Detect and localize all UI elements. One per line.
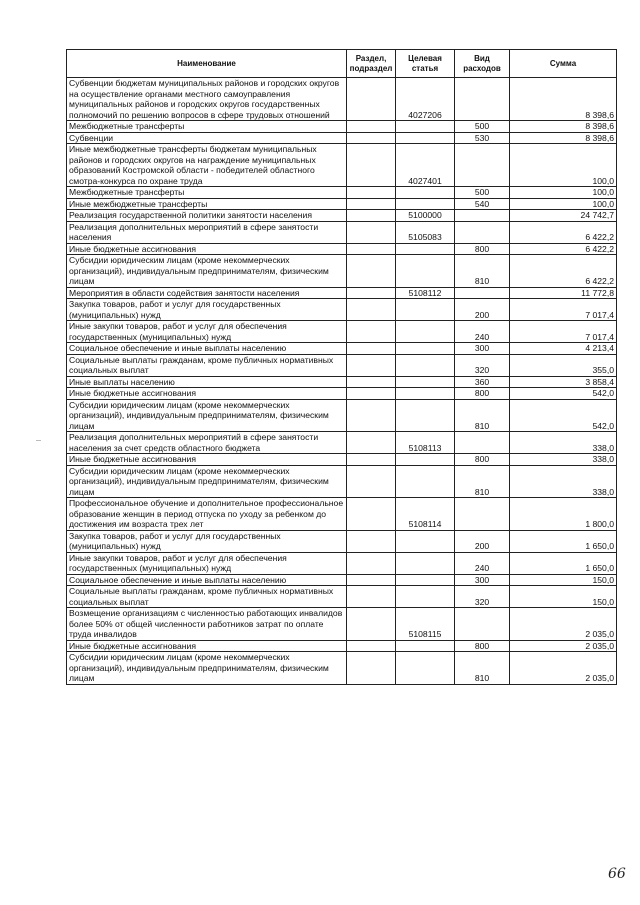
table-row: [67, 574, 617, 586]
row-article-cell: 4027206: [396, 78, 455, 121]
row-expense-cell: 810: [455, 465, 510, 498]
table-row: [67, 552, 617, 574]
table-row: [67, 586, 617, 608]
table-row: [67, 255, 617, 288]
row-expense-cell: 200: [455, 530, 510, 552]
row-section-cell: [347, 343, 396, 355]
row-article-cell: 5108112: [396, 287, 455, 299]
row-expense-cell: [455, 608, 510, 641]
row-section-cell: [347, 608, 396, 641]
row-sum-cell: 100,0: [510, 144, 617, 187]
row-expense-cell: [455, 498, 510, 531]
row-article-cell: [396, 574, 455, 586]
row-expense-cell: 240: [455, 321, 510, 343]
row-sum-cell: 8 398,6: [510, 78, 617, 121]
row-sum-cell: 542,0: [510, 388, 617, 400]
row-section-cell: [347, 586, 396, 608]
row-expense-cell: 530: [455, 132, 510, 144]
row-section-cell: [347, 376, 396, 388]
row-name-cell: Иные закупки товаров, работ и услуг для обеспечения государственных (муниципальных) нужд: [67, 321, 347, 343]
row-name-cell: Межбюджетные трансферты: [67, 187, 347, 199]
header-article: Целевая статья: [396, 50, 455, 78]
page-number: 66: [608, 866, 626, 882]
row-section-cell: [347, 243, 396, 255]
table-row: [67, 454, 617, 466]
row-name-cell: Реализация дополнительных мероприятий в сфере занятости населения: [67, 221, 347, 243]
table-row: [67, 388, 617, 400]
row-article-cell: [396, 187, 455, 199]
row-name-cell: Иные выплаты населению: [67, 376, 347, 388]
row-expense-cell: 240: [455, 552, 510, 574]
row-name-cell: Субвенции: [67, 132, 347, 144]
table-row: [67, 465, 617, 498]
row-article-cell: [396, 321, 455, 343]
row-name-cell: Социальное обеспечение и иные выплаты населению: [67, 343, 347, 355]
row-name-cell: Иные межбюджетные трансферты бюджетам муниципальных районов и городских округов на награждение муниципальных образований Костромской области - победителей областного смотра-конкурса по охране труда: [67, 144, 347, 187]
row-section-cell: [347, 198, 396, 210]
row-name-cell: Мероприятия в области содействия занятости населения: [67, 287, 347, 299]
row-expense-cell: 810: [455, 255, 510, 288]
table-header-row: [67, 50, 617, 78]
header-expense: Вид расходов: [455, 50, 510, 78]
table-row: [67, 198, 617, 210]
row-expense-cell: 800: [455, 454, 510, 466]
row-section-cell: [347, 287, 396, 299]
row-expense-cell: 500: [455, 121, 510, 133]
row-article-cell: [396, 132, 455, 144]
row-sum-cell: 6 422,2: [510, 243, 617, 255]
table-row: [67, 121, 617, 133]
row-section-cell: [347, 432, 396, 454]
row-expense-cell: 810: [455, 652, 510, 685]
row-sum-cell: 150,0: [510, 574, 617, 586]
row-sum-cell: 3 858,4: [510, 376, 617, 388]
table-row: [67, 299, 617, 321]
row-article-cell: [396, 198, 455, 210]
table-row: [67, 78, 617, 121]
row-section-cell: [347, 210, 396, 222]
row-expense-cell: 500: [455, 187, 510, 199]
row-section-cell: [347, 498, 396, 531]
row-sum-cell: 338,0: [510, 465, 617, 498]
row-article-cell: 5105083: [396, 221, 455, 243]
table-row: [67, 652, 617, 685]
row-sum-cell: 1 800,0: [510, 498, 617, 531]
row-name-cell: Социальные выплаты гражданам, кроме публичных нормативных социальных выплат: [67, 354, 347, 376]
row-sum-cell: 338,0: [510, 432, 617, 454]
row-expense-cell: 300: [455, 574, 510, 586]
row-section-cell: [347, 221, 396, 243]
table-row: [67, 498, 617, 531]
row-section-cell: [347, 640, 396, 652]
row-expense-cell: [455, 144, 510, 187]
table-row: [67, 530, 617, 552]
row-article-cell: [396, 343, 455, 355]
row-article-cell: 5108115: [396, 608, 455, 641]
table-row: [67, 321, 617, 343]
row-expense-cell: 320: [455, 354, 510, 376]
row-name-cell: Субсидии юридическим лицам (кроме некоммерческих организаций), индивидуальным предпринимателям, физическим лицам: [67, 652, 347, 685]
row-article-cell: [396, 640, 455, 652]
row-article-cell: [396, 388, 455, 400]
row-sum-cell: 11 772,8: [510, 287, 617, 299]
row-sum-cell: 100,0: [510, 187, 617, 199]
header-section: Раздел, подраздел: [347, 50, 396, 78]
header-name: Наименование: [67, 50, 347, 78]
row-name-cell: Субвенции бюджетам муниципальных районов и городских округов на осуществление органами местного самоуправления муниципальных районов и городских округов государственных полномочий по решению вопросов в сфере трудовых отношений: [67, 78, 347, 121]
row-name-cell: Иные бюджетные ассигнования: [67, 388, 347, 400]
row-expense-cell: 800: [455, 243, 510, 255]
table-row: [67, 608, 617, 641]
row-name-cell: Социальное обеспечение и иные выплаты населению: [67, 574, 347, 586]
row-section-cell: [347, 388, 396, 400]
row-article-cell: [396, 299, 455, 321]
row-expense-cell: [455, 287, 510, 299]
row-name-cell: Закупка товаров, работ и услуг для государственных (муниципальных) нужд: [67, 530, 347, 552]
row-expense-cell: [455, 221, 510, 243]
row-section-cell: [347, 454, 396, 466]
row-expense-cell: [455, 432, 510, 454]
table-row: [67, 399, 617, 432]
row-section-cell: [347, 552, 396, 574]
row-article-cell: [396, 552, 455, 574]
row-section-cell: [347, 299, 396, 321]
row-expense-cell: 810: [455, 399, 510, 432]
row-article-cell: [396, 243, 455, 255]
row-name-cell: Реализация государственной политики занятости населения: [67, 210, 347, 222]
header-sum: Сумма: [510, 50, 617, 78]
row-section-cell: [347, 132, 396, 144]
table-row: [67, 354, 617, 376]
row-sum-cell: 355,0: [510, 354, 617, 376]
row-article-cell: [396, 255, 455, 288]
row-article-cell: [396, 454, 455, 466]
row-sum-cell: 100,0: [510, 198, 617, 210]
row-sum-cell: 6 422,2: [510, 255, 617, 288]
row-sum-cell: 8 398,6: [510, 121, 617, 133]
row-article-cell: [396, 399, 455, 432]
row-expense-cell: [455, 78, 510, 121]
row-name-cell: Иные бюджетные ассигнования: [67, 243, 347, 255]
table-row: [67, 144, 617, 187]
row-section-cell: [347, 354, 396, 376]
row-name-cell: Социальные выплаты гражданам, кроме публичных нормативных социальных выплат: [67, 586, 347, 608]
row-expense-cell: 800: [455, 640, 510, 652]
row-article-cell: [396, 465, 455, 498]
table-row: [67, 210, 617, 222]
row-sum-cell: 24 742,7: [510, 210, 617, 222]
row-name-cell: Реализация дополнительных мероприятий в сфере занятости населения за счет средств областного бюджета: [67, 432, 347, 454]
row-name-cell: Субсидии юридическим лицам (кроме некоммерческих организаций), индивидуальным предпринимателям, физическим лицам: [67, 399, 347, 432]
row-expense-cell: 200: [455, 299, 510, 321]
row-sum-cell: 2 035,0: [510, 608, 617, 641]
row-expense-cell: 320: [455, 586, 510, 608]
row-expense-cell: 800: [455, 388, 510, 400]
row-section-cell: [347, 121, 396, 133]
row-article-cell: 5108114: [396, 498, 455, 531]
row-sum-cell: 1 650,0: [510, 530, 617, 552]
row-sum-cell: 338,0: [510, 454, 617, 466]
row-section-cell: [347, 652, 396, 685]
row-name-cell: Субсидии юридическим лицам (кроме некоммерческих организаций), индивидуальным предпринимателям, физическим лицам: [67, 255, 347, 288]
row-article-cell: [396, 376, 455, 388]
table-body: [67, 78, 617, 685]
row-sum-cell: 150,0: [510, 586, 617, 608]
row-expense-cell: 360: [455, 376, 510, 388]
table-row: [67, 432, 617, 454]
budget-table: [66, 49, 617, 685]
row-article-cell: [396, 354, 455, 376]
table-row: [67, 132, 617, 144]
row-sum-cell: 7 017,4: [510, 321, 617, 343]
table-row: [67, 187, 617, 199]
row-name-cell: Иные закупки товаров, работ и услуг для обеспечения государственных (муниципальных) нужд: [67, 552, 347, 574]
row-section-cell: [347, 321, 396, 343]
table-row: [67, 243, 617, 255]
row-sum-cell: 542,0: [510, 399, 617, 432]
row-sum-cell: 2 035,0: [510, 640, 617, 652]
row-expense-cell: [455, 210, 510, 222]
row-sum-cell: 7 017,4: [510, 299, 617, 321]
row-section-cell: [347, 78, 396, 121]
row-sum-cell: 1 650,0: [510, 552, 617, 574]
table-row: [67, 376, 617, 388]
row-name-cell: Иные межбюджетные трансферты: [67, 198, 347, 210]
row-article-cell: [396, 121, 455, 133]
row-section-cell: [347, 144, 396, 187]
row-article-cell: [396, 652, 455, 685]
row-article-cell: 5100000: [396, 210, 455, 222]
row-section-cell: [347, 255, 396, 288]
row-expense-cell: 540: [455, 198, 510, 210]
margin-mark: [36, 440, 41, 441]
row-article-cell: 5108113: [396, 432, 455, 454]
row-section-cell: [347, 399, 396, 432]
table-row: [67, 640, 617, 652]
row-expense-cell: 300: [455, 343, 510, 355]
row-section-cell: [347, 574, 396, 586]
row-article-cell: [396, 586, 455, 608]
row-name-cell: Субсидии юридическим лицам (кроме некоммерческих организаций), индивидуальным предпринимателям, физическим лицам: [67, 465, 347, 498]
row-name-cell: Закупка товаров, работ и услуг для государственных (муниципальных) нужд: [67, 299, 347, 321]
row-section-cell: [347, 530, 396, 552]
row-name-cell: Иные бюджетные ассигнования: [67, 454, 347, 466]
row-name-cell: Иные бюджетные ассигнования: [67, 640, 347, 652]
row-article-cell: 4027401: [396, 144, 455, 187]
row-sum-cell: 2 035,0: [510, 652, 617, 685]
table-row: [67, 287, 617, 299]
row-name-cell: Межбюджетные трансферты: [67, 121, 347, 133]
table-row: [67, 221, 617, 243]
row-sum-cell: 4 213,4: [510, 343, 617, 355]
row-section-cell: [347, 465, 396, 498]
row-article-cell: [396, 530, 455, 552]
row-section-cell: [347, 187, 396, 199]
row-name-cell: Профессиональное обучение и дополнительное профессиональное образование женщин в период отпуска по уходу за ребенком до достижения им возраста трех лет: [67, 498, 347, 531]
row-name-cell: Возмещение организациям с численностью работающих инвалидов более 50% от общей численности работников затрат по оплате труда инвалидов: [67, 608, 347, 641]
row-sum-cell: 6 422,2: [510, 221, 617, 243]
row-sum-cell: 8 398,6: [510, 132, 617, 144]
table-row: [67, 343, 617, 355]
